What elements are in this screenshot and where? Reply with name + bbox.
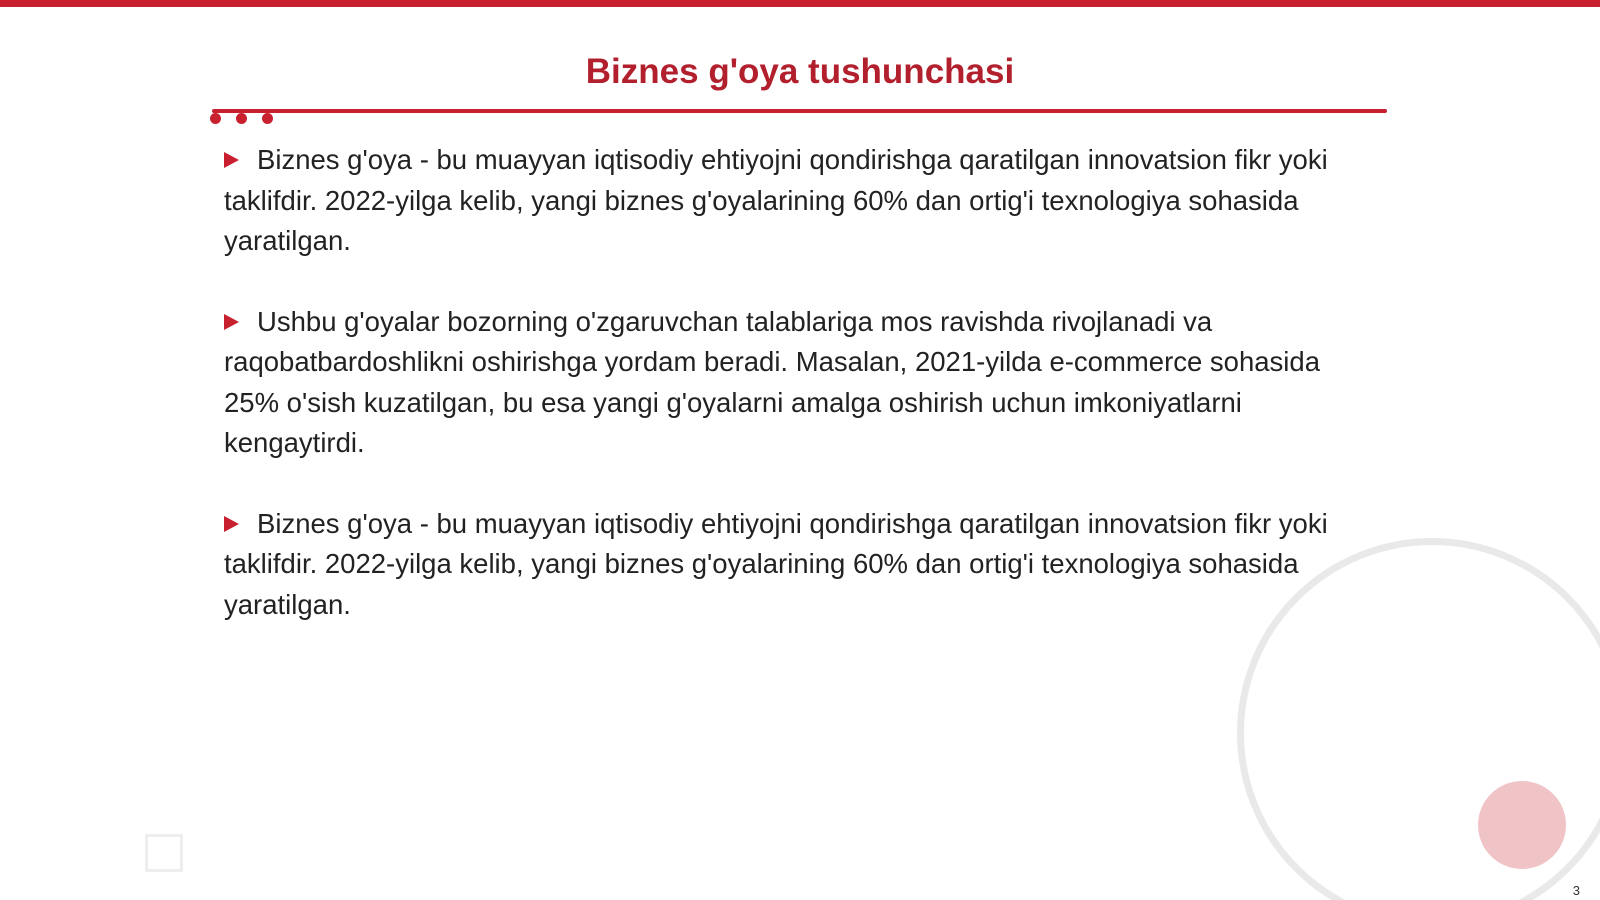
title-underline: [212, 109, 1387, 113]
bullet-text: Biznes g'oya - bu muayyan iqtisodiy ehtiyojni qondirishga qaratilgan innovatsion fikr yoki taklifdir. 2022-yilga kelib, yangi biznes g'oyalarining 60% dan ortig'i texnologiya sohasida yaratilgan.: [224, 507, 1328, 620]
top-accent-bar: [0, 0, 1600, 7]
decorative-dot: [262, 113, 273, 124]
triangle-right-icon: [224, 152, 239, 168]
bullet-item: [224, 504, 1354, 626]
decorative-dot: [236, 113, 247, 124]
bullet-list: [224, 140, 1354, 665]
bullet-text: Biznes g'oya - bu muayyan iqtisodiy ehtiyojni qondirishga qaratilgan innovatsion fikr yoki taklifdir. 2022-yilga kelib, yangi biznes g'oyalarining 60% dan ortig'i texnologiya sohasida yaratilgan.: [224, 144, 1328, 256]
decorative-pink-circle: [1478, 781, 1566, 869]
bullet-item: [224, 140, 1354, 262]
bullet-item: [224, 302, 1354, 464]
bullet-text: Ushbu g'oyalar bozorning o'zgaruvchan talablariga mos ravishda rivojlanadi va raqobatbardoshlikni oshirishga yordam beradi. Masalan, 2021-yilda e-commerce sohasida 25% o'sish kuzatilgan, bu esa yangi g'oyalarni amalga oshirish uchun imkoniyatlarni kengaytirdi.: [224, 305, 1320, 458]
decorative-square: [145, 834, 183, 872]
triangle-right-icon: [224, 314, 239, 330]
slide-title: Biznes g'oya tushunchasi: [585, 52, 1015, 91]
decorative-dot: [210, 113, 221, 124]
triangle-right-icon: [224, 516, 239, 532]
page-number: 3: [1572, 883, 1580, 898]
